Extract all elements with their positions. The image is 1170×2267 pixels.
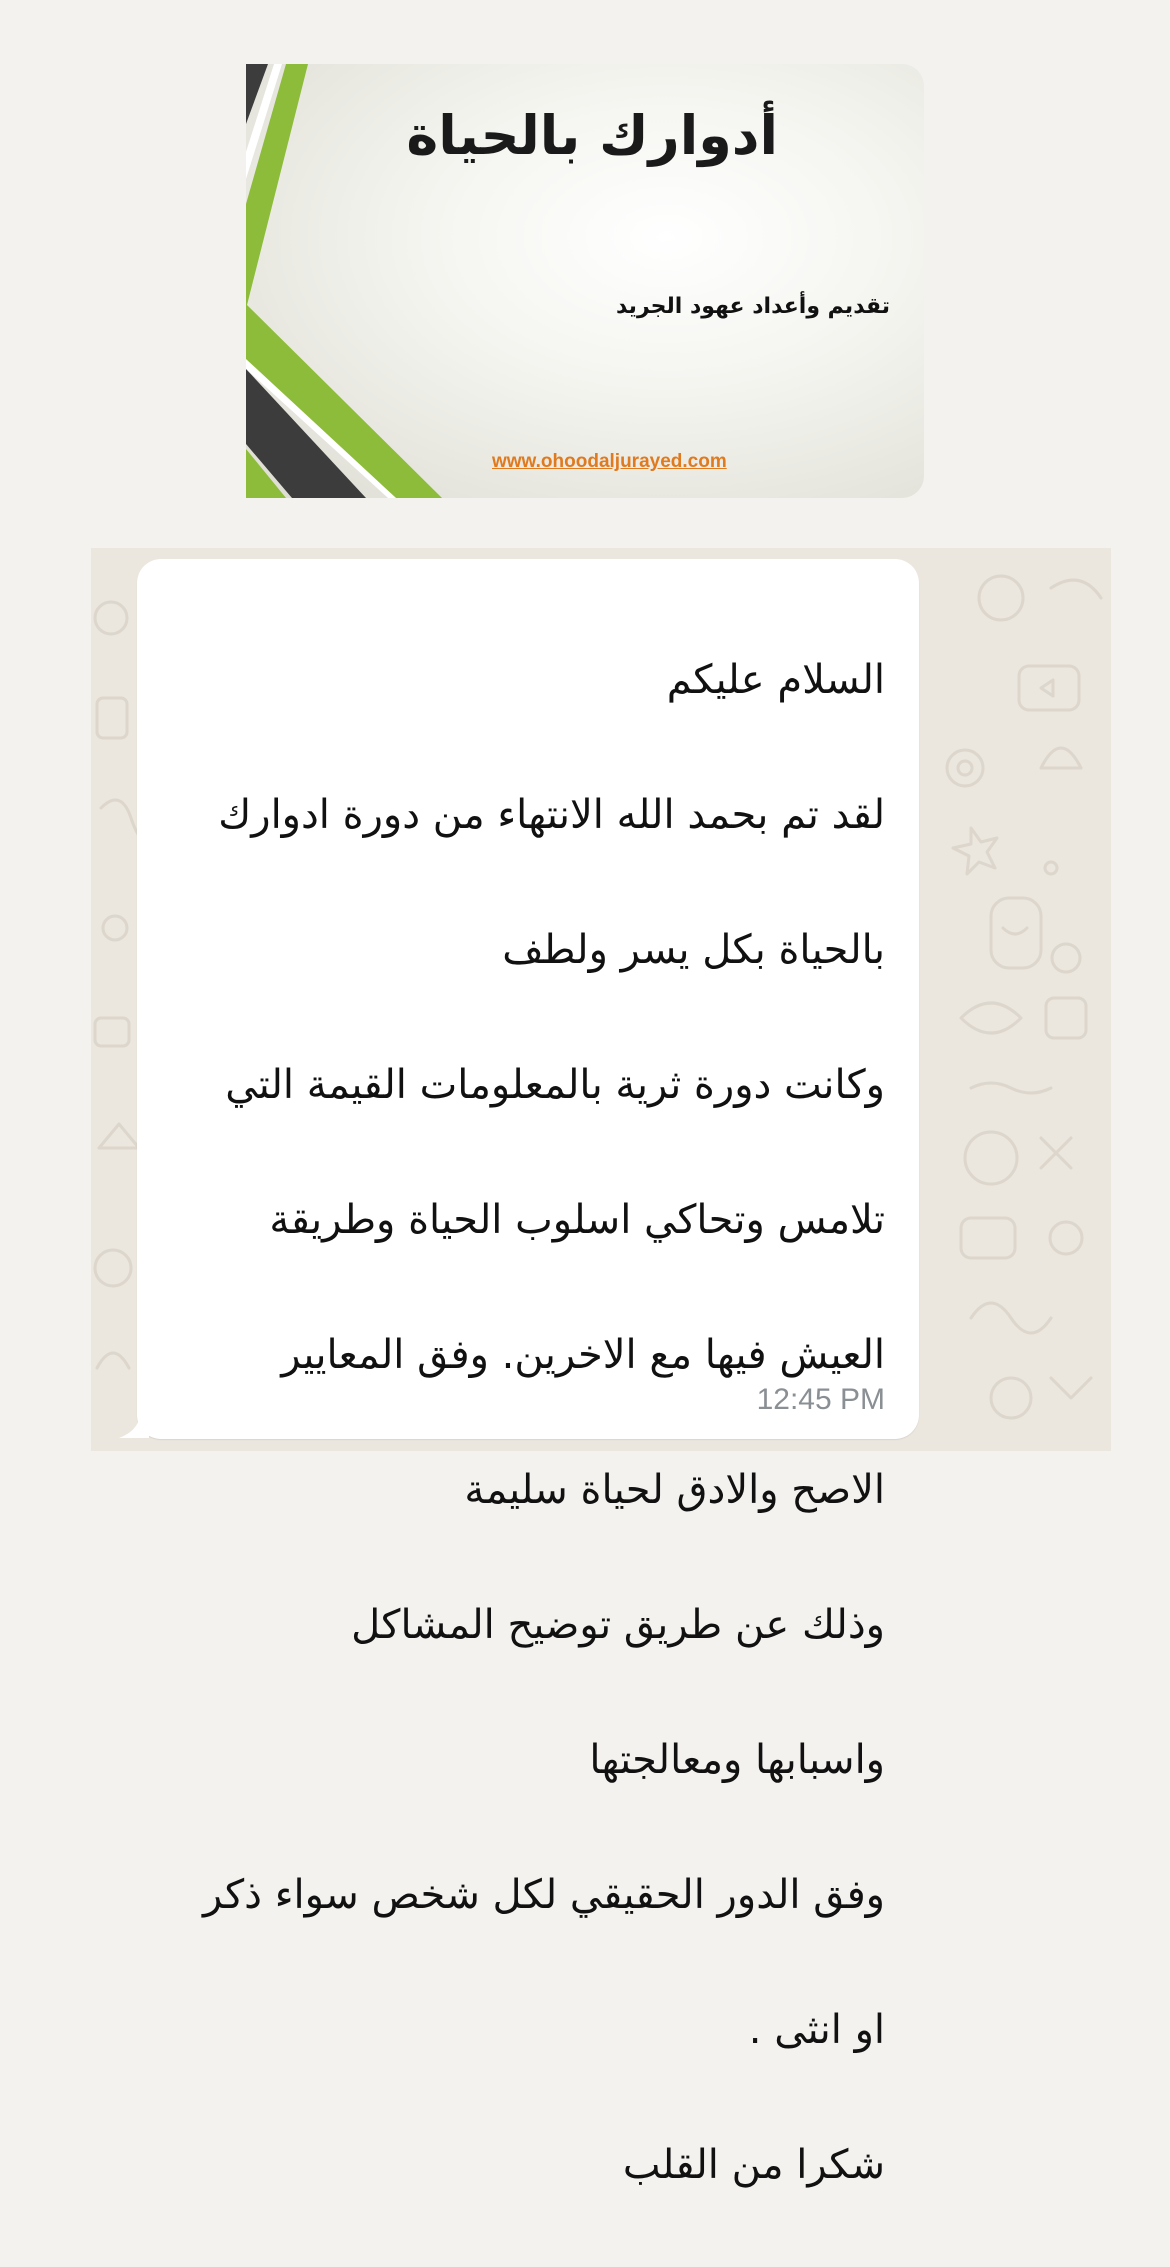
message-line: السلام عليكم — [666, 656, 885, 703]
chat-conversation-area — [91, 548, 1111, 2188]
message-timestamp: 12:45 PM — [756, 1383, 885, 1416]
message-line: العيش فيها مع الاخرين. وفق المعايير — [281, 1331, 885, 1378]
bubble-tail — [119, 1408, 149, 1438]
message-line: لقد تم بحمد الله الانتهاء من دورة ادوارك — [218, 791, 885, 838]
course-slide-image[interactable] — [246, 64, 924, 498]
slide-website-link[interactable]: www.ohoodaljurayed.com — [492, 451, 727, 472]
message-line: وذلك عن طريق توضيح المشاكل — [351, 1601, 885, 1648]
message-line: بالحياة بكل يسر ولطف — [502, 926, 885, 973]
incoming-message-bubble[interactable] — [137, 559, 919, 2188]
message-line: الاصح والادق لحياة سليمة — [464, 1466, 885, 1513]
message-line: وفق الدور الحقيقي لكل شخص سواء ذكر — [203, 1871, 885, 1918]
message-line: واسبابها ومعالجتها — [589, 1736, 885, 1783]
slide-title: أدوارك بالحياة — [406, 104, 778, 167]
slide-presenter-credit: تقديم وأعداد عهود الجريد — [615, 294, 890, 319]
message-line: او انثى . — [748, 2006, 885, 2053]
message-line: وكانت دورة ثرية بالمعلومات القيمة التي — [225, 1061, 885, 1108]
message-line: شكرا من القلب — [622, 2141, 885, 2188]
message-text — [165, 579, 885, 2267]
message-line: تلامس وتحاكي اسلوب الحياة وطريقة — [269, 1196, 885, 1243]
